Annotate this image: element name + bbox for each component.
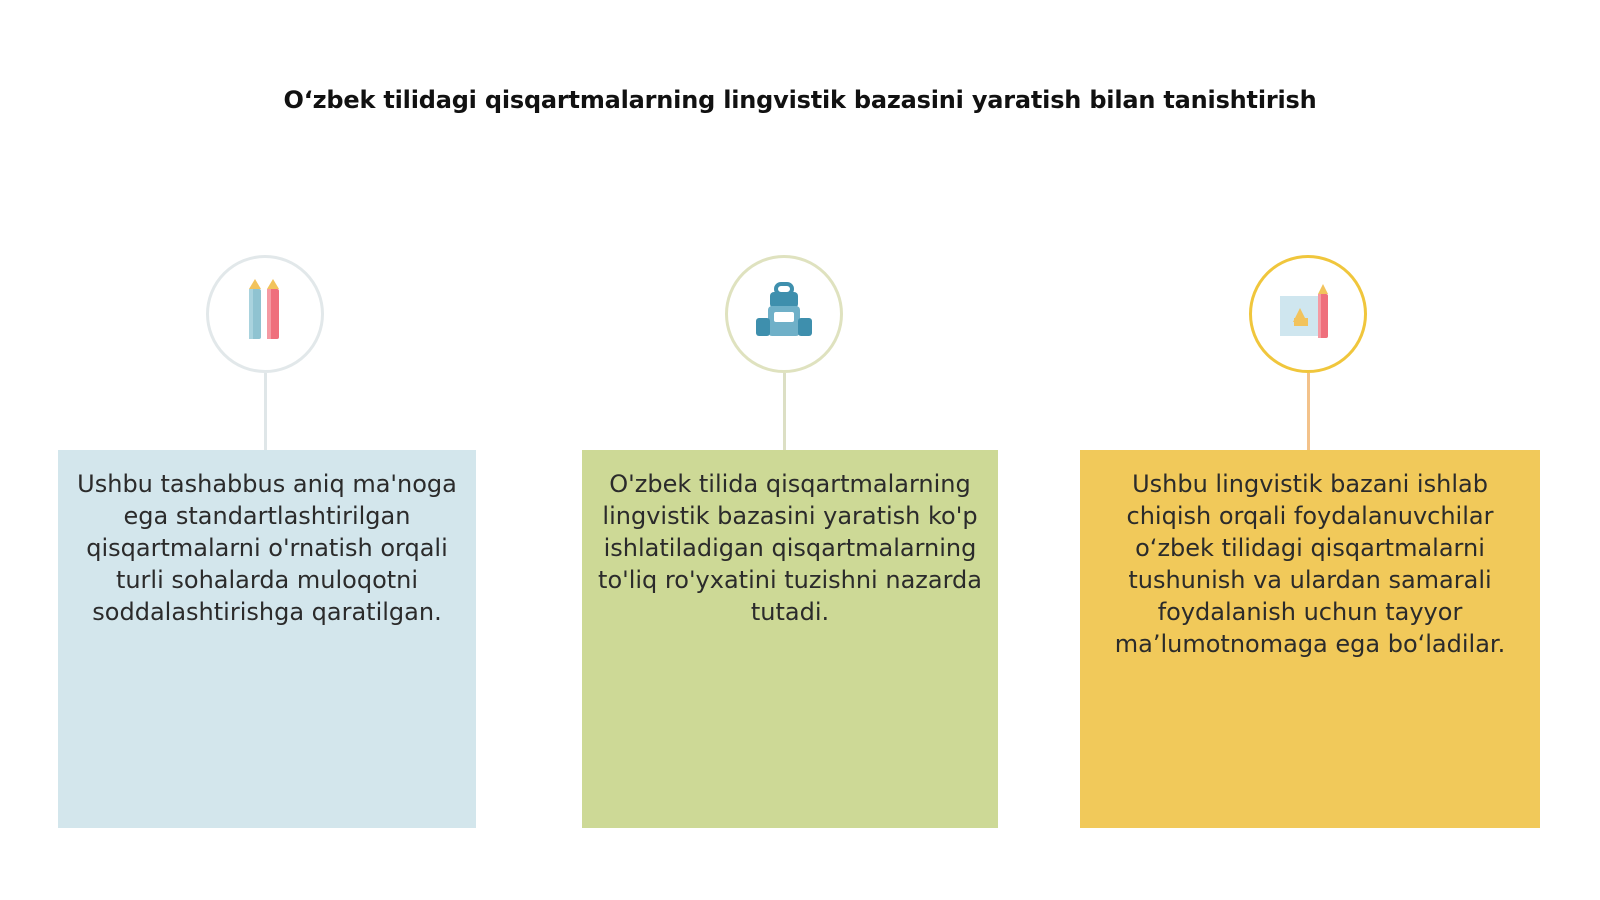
connector-2 — [783, 373, 786, 450]
card-3 — [1080, 450, 1540, 828]
card-1 — [58, 450, 476, 828]
icon-circle-2 — [725, 255, 843, 373]
card-2 — [582, 450, 998, 828]
backpack-icon — [752, 282, 816, 346]
icon-circle-1 — [206, 255, 324, 373]
connector-3 — [1307, 373, 1310, 450]
card-3-text: Ushbu lingvistik bazani ishlab chiqish orqali foydalanuvchilar o‘zbek tilidagi qisqartmalarni tushunish va ulardan samarali foydalanish uchun tayyor ma’lumotnomaga ega bo‘ladilar. — [1114, 470, 1506, 658]
card-1-text: Ushbu tashabbus aniq ma'noga ega standartlashtirilgan qisqartmalarni o'rnatish orqali turli sohalarda muloqotni soddalashtirishga qaratilgan. — [77, 470, 457, 626]
pencils-icon — [235, 279, 295, 349]
card-2-text: O'zbek tilida qisqartmalarning lingvistik bazasini yaratish ko'p ishlatiladigan qisqartmalarning to'liq ro'yxatini tuzishni nazarda tutadi. — [598, 470, 982, 626]
icon-circle-3 — [1249, 255, 1367, 373]
slide-title: O‘zbek tilidagi qisqartmalarning lingvistik bazasini yaratish bilan tanishtirish — [283, 86, 1317, 114]
drawing-board-icon — [1276, 282, 1340, 346]
connector-1 — [264, 373, 267, 450]
